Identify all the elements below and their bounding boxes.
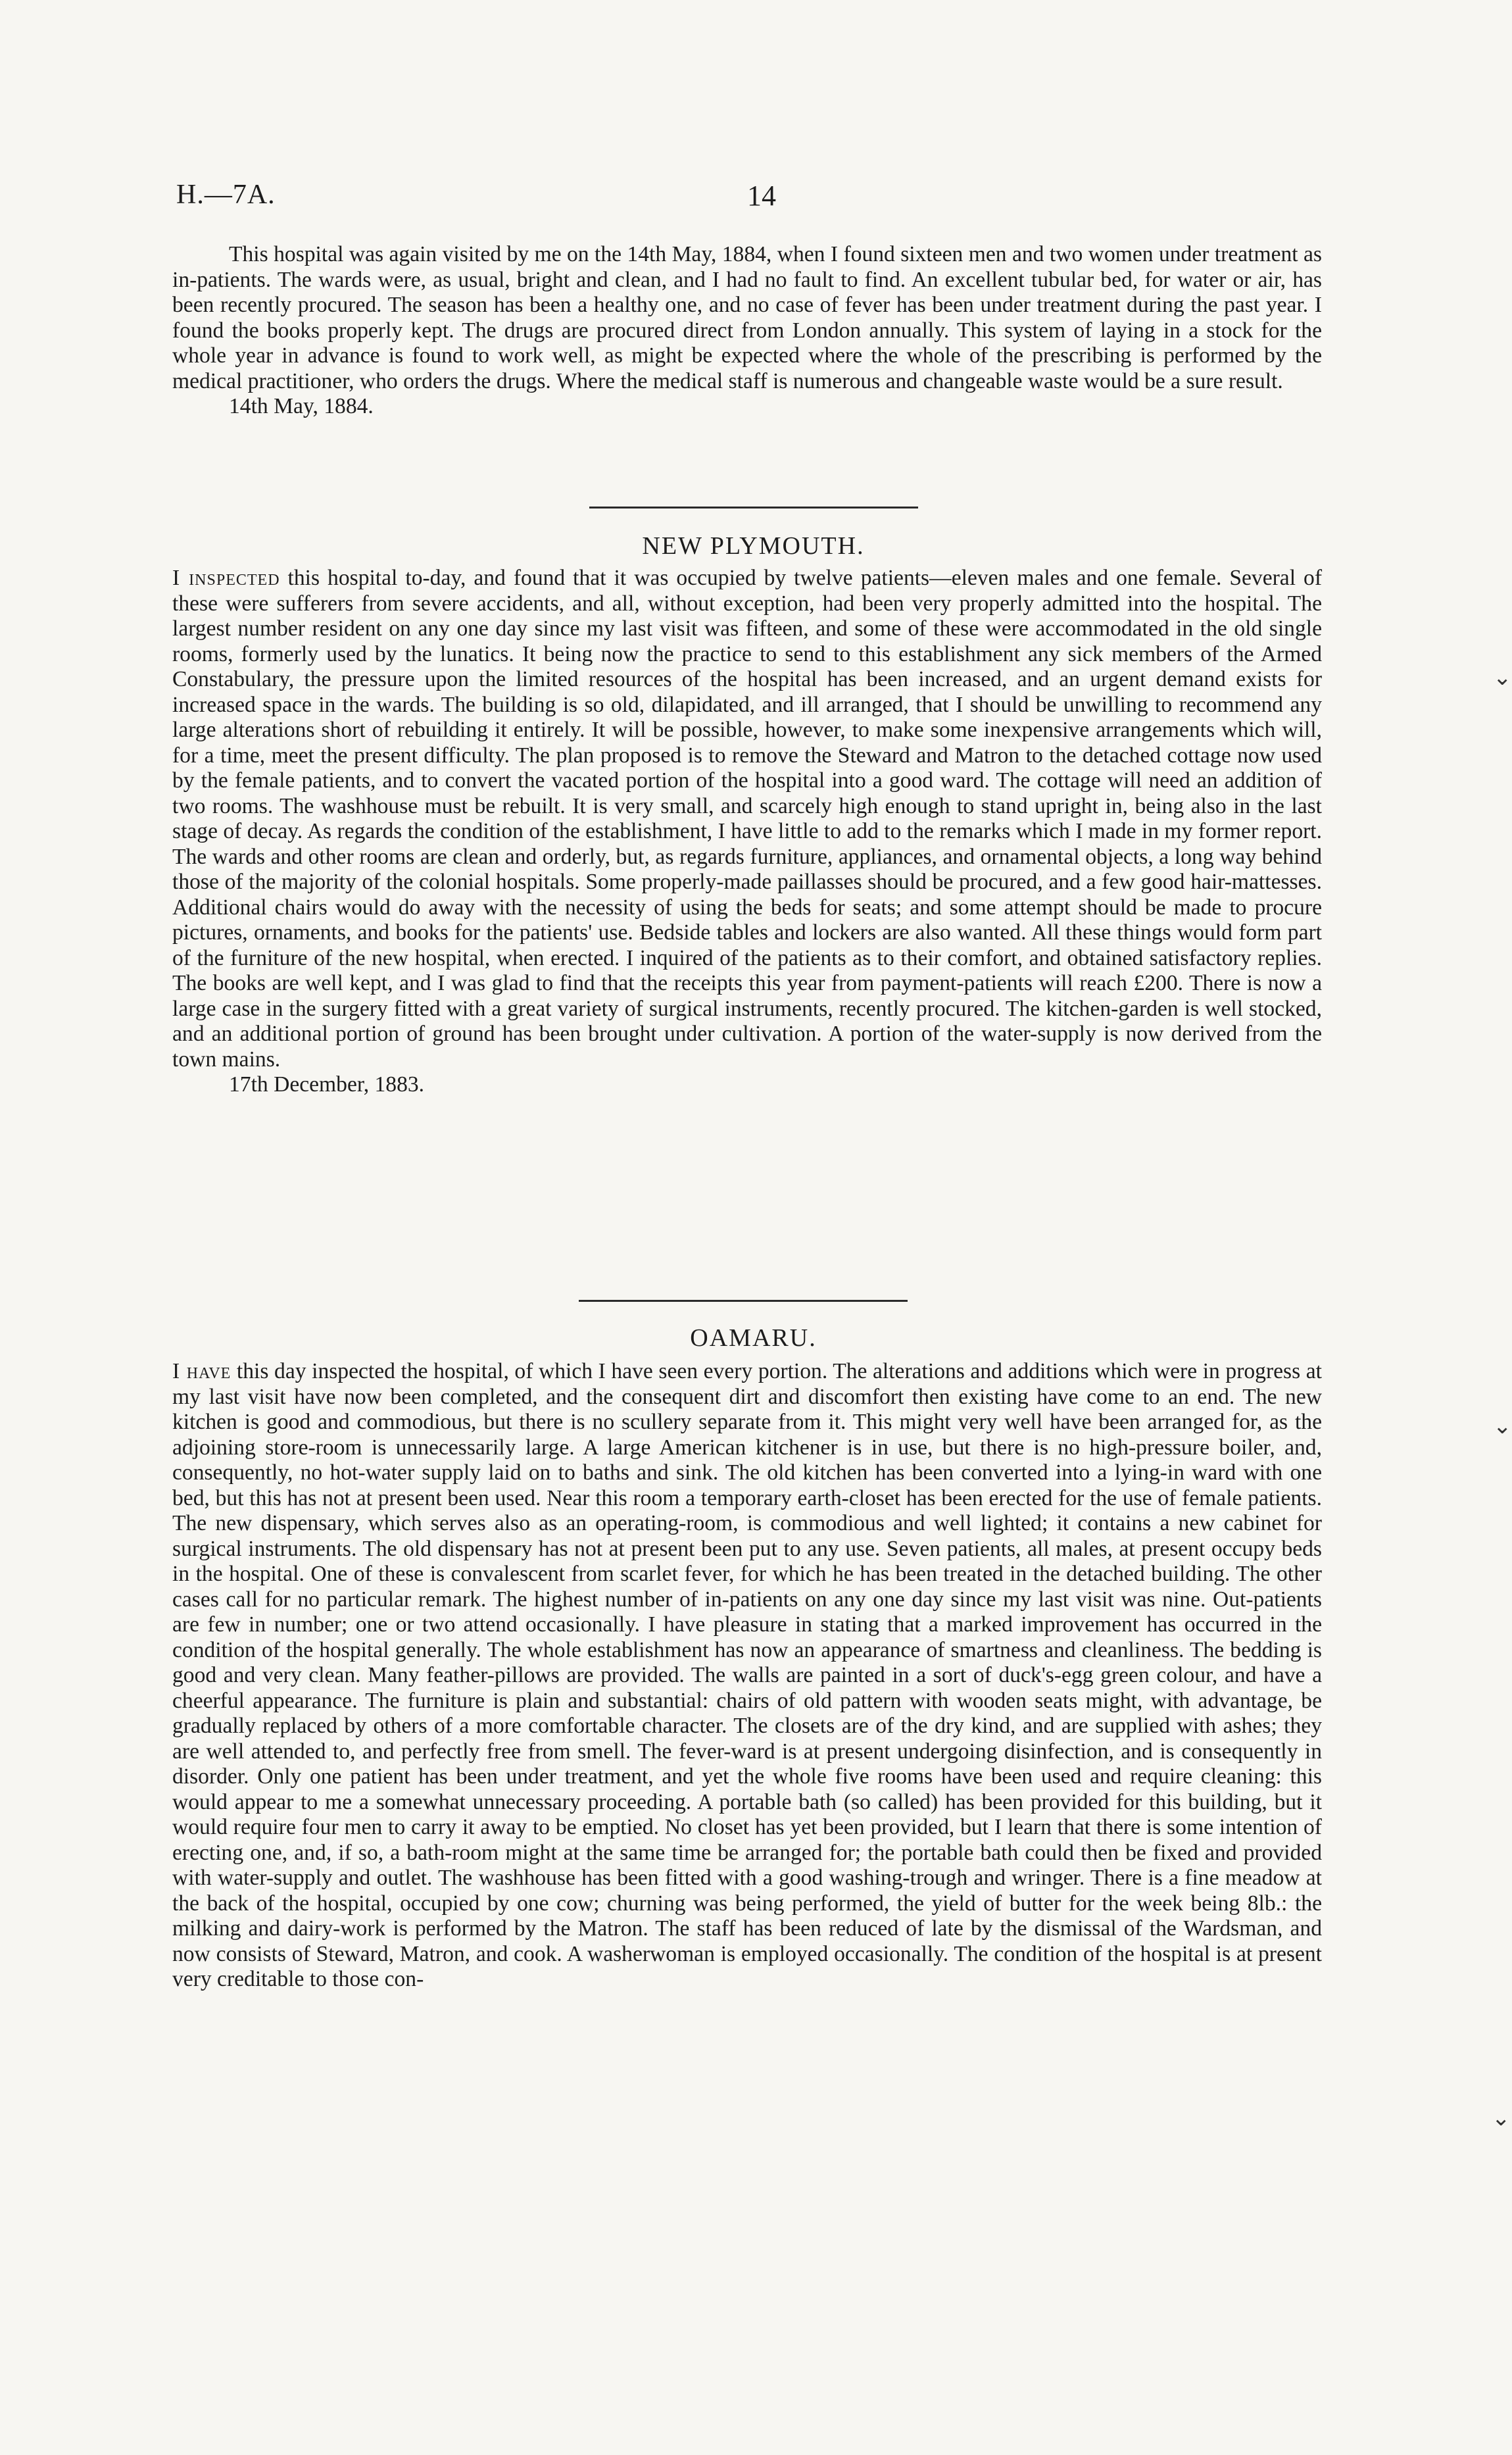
margin-mark: ⌄ <box>1493 1414 1512 1439</box>
page-reference: H.—7A. <box>176 180 276 210</box>
section-divider <box>579 1300 908 1302</box>
section-divider <box>589 507 918 508</box>
paragraph-new-plymouth <box>172 566 1322 1072</box>
paragraph-text: this day inspected the hospital, of which I have seen every portion. The alterations and additions which were in progress at my last visit have now been completed, and the consequent dirt and discomfort then existing have come to an end. The new kitchen is good and commodious, but there is no scullery separate from it. This might very well have been arranged for, as the adjoining store-room is unnecessarily large. A large American kitchener is in use, but there is no high-pressure boiler, and, consequently, no hot-water supply laid on to baths and sink. The old kitchen has been converted into a lying-in ward with one bed, but this has not at present been used. Near this room a temporary earth-closet has been erected for the use of female patients. The new dispensary, which serves also as an operating-room, is commodious and well lighted; it contains a new cabinet for surgical instruments. The old dispensary has not at present been put to any use. Seven patients, all males, at present occupy beds in the hospital. One of these is convalescent from scarlet fever, for which he has been treated in the detached building. The other cases call for no particular remark. The highest number of in-patients on any one day since my last visit was nine. Out-patients are few in number; one or two attend occasionally. I have pleasure in stating that a marked improvement has occurred in the condition of the hospital generally. The whole establishment has now an appearance of smartness and cleanliness. The bedding is good and very clean. Many feather-pillows are provided. The walls are painted in a sort of duck's-egg green colour, and have a cheerful appearance. The furniture is plain and substantial: chairs of old pattern with wooden seats might, with advantage, be gradually replaced by others of a more comfortable character. The closets are of the dry kind, and are supplied with ashes; they are well attended to, and perfectly free from smell. The fever-ward is at present undergoing disinfection, and is consequently in disorder. Only one patient has been under treatment, and yet the whole five rooms have been used and require cleaning: this would appear to me a somewhat unnecessary proceeding. A portable bath (so called) has been provided for this building, but it would require four men to carry it away to be emptied. No closet has yet been provided, but I learn that there is some intention of erecting one, and, if so, a bath-room might at the same time be arranged for; the portable bath could then be fixed and provided with water-supply and outlet. The washhouse has been fitted with a good washing-trough and wringer. There is a fine meadow at the back of the hospital, occupied by one cow; churning was being performed, the yield of butter for the week being 8lb.: the milking and dairy-work is performed by the Matron. The staff has been reduced of late by the dismissal of the Wardsman, and now consists of Steward, Matron, and cook. A washerwoman is employed occasionally. The condition of the hospital is at present very creditable to those con- <box>172 1359 1322 1991</box>
margin-mark: ⌄ <box>1492 2106 1511 2131</box>
margin-mark: ⌄ <box>1493 666 1512 690</box>
section-previous-hospital <box>172 242 1322 420</box>
paragraph-text: this hospital to-day, and found that it was occupied by twelve patients—eleven males and one female. Several of these were sufferers from severe accidents, and all, without exception, had been very properly admitted into the hospital. The largest number resident on any one day since my last visit was fifteen, and some of these were accommodated in the old single rooms, formerly used by the lunatics. It being now the practice to send to this establishment any sick members of the Armed Constabulary, the pressure upon the limited resources of the hospital has been increased, and an urgent demand exists for increased space in the wards. The building is so old, dilapidated, and ill arranged, that I should be unwilling to recommend any large alterations short of rebuilding it entirely. It will be possible, however, to make some inexpensive arrangements which will, for a time, meet the present difficulty. The plan proposed is to remove the Steward and Matron to the detached cottage now used by the female patients, and to convert the vacated portion of the hospital into a good ward. The cottage will need an addition of two rooms. The washhouse must be rebuilt. It is very small, and scarcely high enough to stand upright in, being also in the last stage of decay. As regards the condition of the establishment, I have little to add to the remarks which I made in my former report. The wards and other rooms are clean and orderly, but, as regards furniture, appliances, and ornamental objects, a long way behind those of the majority of the colonial hospitals. Some properly-made paillasses should be procured, and a few good hair-mattesses. Additional chairs would do away with the necessity of using the beds for seats; and some attempt should be made to procure pictures, ornaments, and books for the patients' use. Bedside tables and lockers are also wanted. All these things would form part of the furniture of the new hospital, when erected. I inquired of the patients as to their comfort, and obtained satisfactory replies. The books are well kept, and I was glad to find that the receipts this year from payment-patients will reach £200. There is now a large case in the surgery fitted with a great variety of surgical instruments, recently procured. The kitchen-garden is well stocked, and an additional portion of ground has been brought under cultivation. A portion of the water-supply is now derived from the town mains. <box>172 566 1323 1072</box>
page-number: 14 <box>747 180 776 212</box>
section-oamaru <box>172 1359 1322 1993</box>
paragraph-previous-hospital: This hospital was again visited by me on the 14th May, 1884, when I found sixteen men and two women under treatment as in-patients. The wards were, as usual, bright and clean, and I had no fault to find. An excellent tubular bed, for water or air, has been recently procured. The season has been a healthy one, and no case of fever has been under treatment during the past year. I found the books properly kept. The drugs are procured direct from London annually. This system of laying in a stock for the whole year in advance is found to work well, as might be expected where the whole of the prescribing is performed by the medical practitioner, who orders the drugs. Where the medical staff is numerous and changeable waste would be a sure result. <box>172 242 1322 393</box>
paragraph-oamaru <box>172 1359 1322 1993</box>
dateline-1884: 14th May, 1884. <box>229 394 374 418</box>
section-new-plymouth <box>172 566 1322 1098</box>
lead-word: I have <box>172 1359 232 1383</box>
heading-new-plymouth: NEW PLYMOUTH. <box>642 532 865 560</box>
dateline-1883: 17th December, 1883. <box>229 1072 425 1097</box>
heading-oamaru: OAMARU. <box>690 1324 817 1352</box>
lead-word: I inspected <box>172 566 280 590</box>
